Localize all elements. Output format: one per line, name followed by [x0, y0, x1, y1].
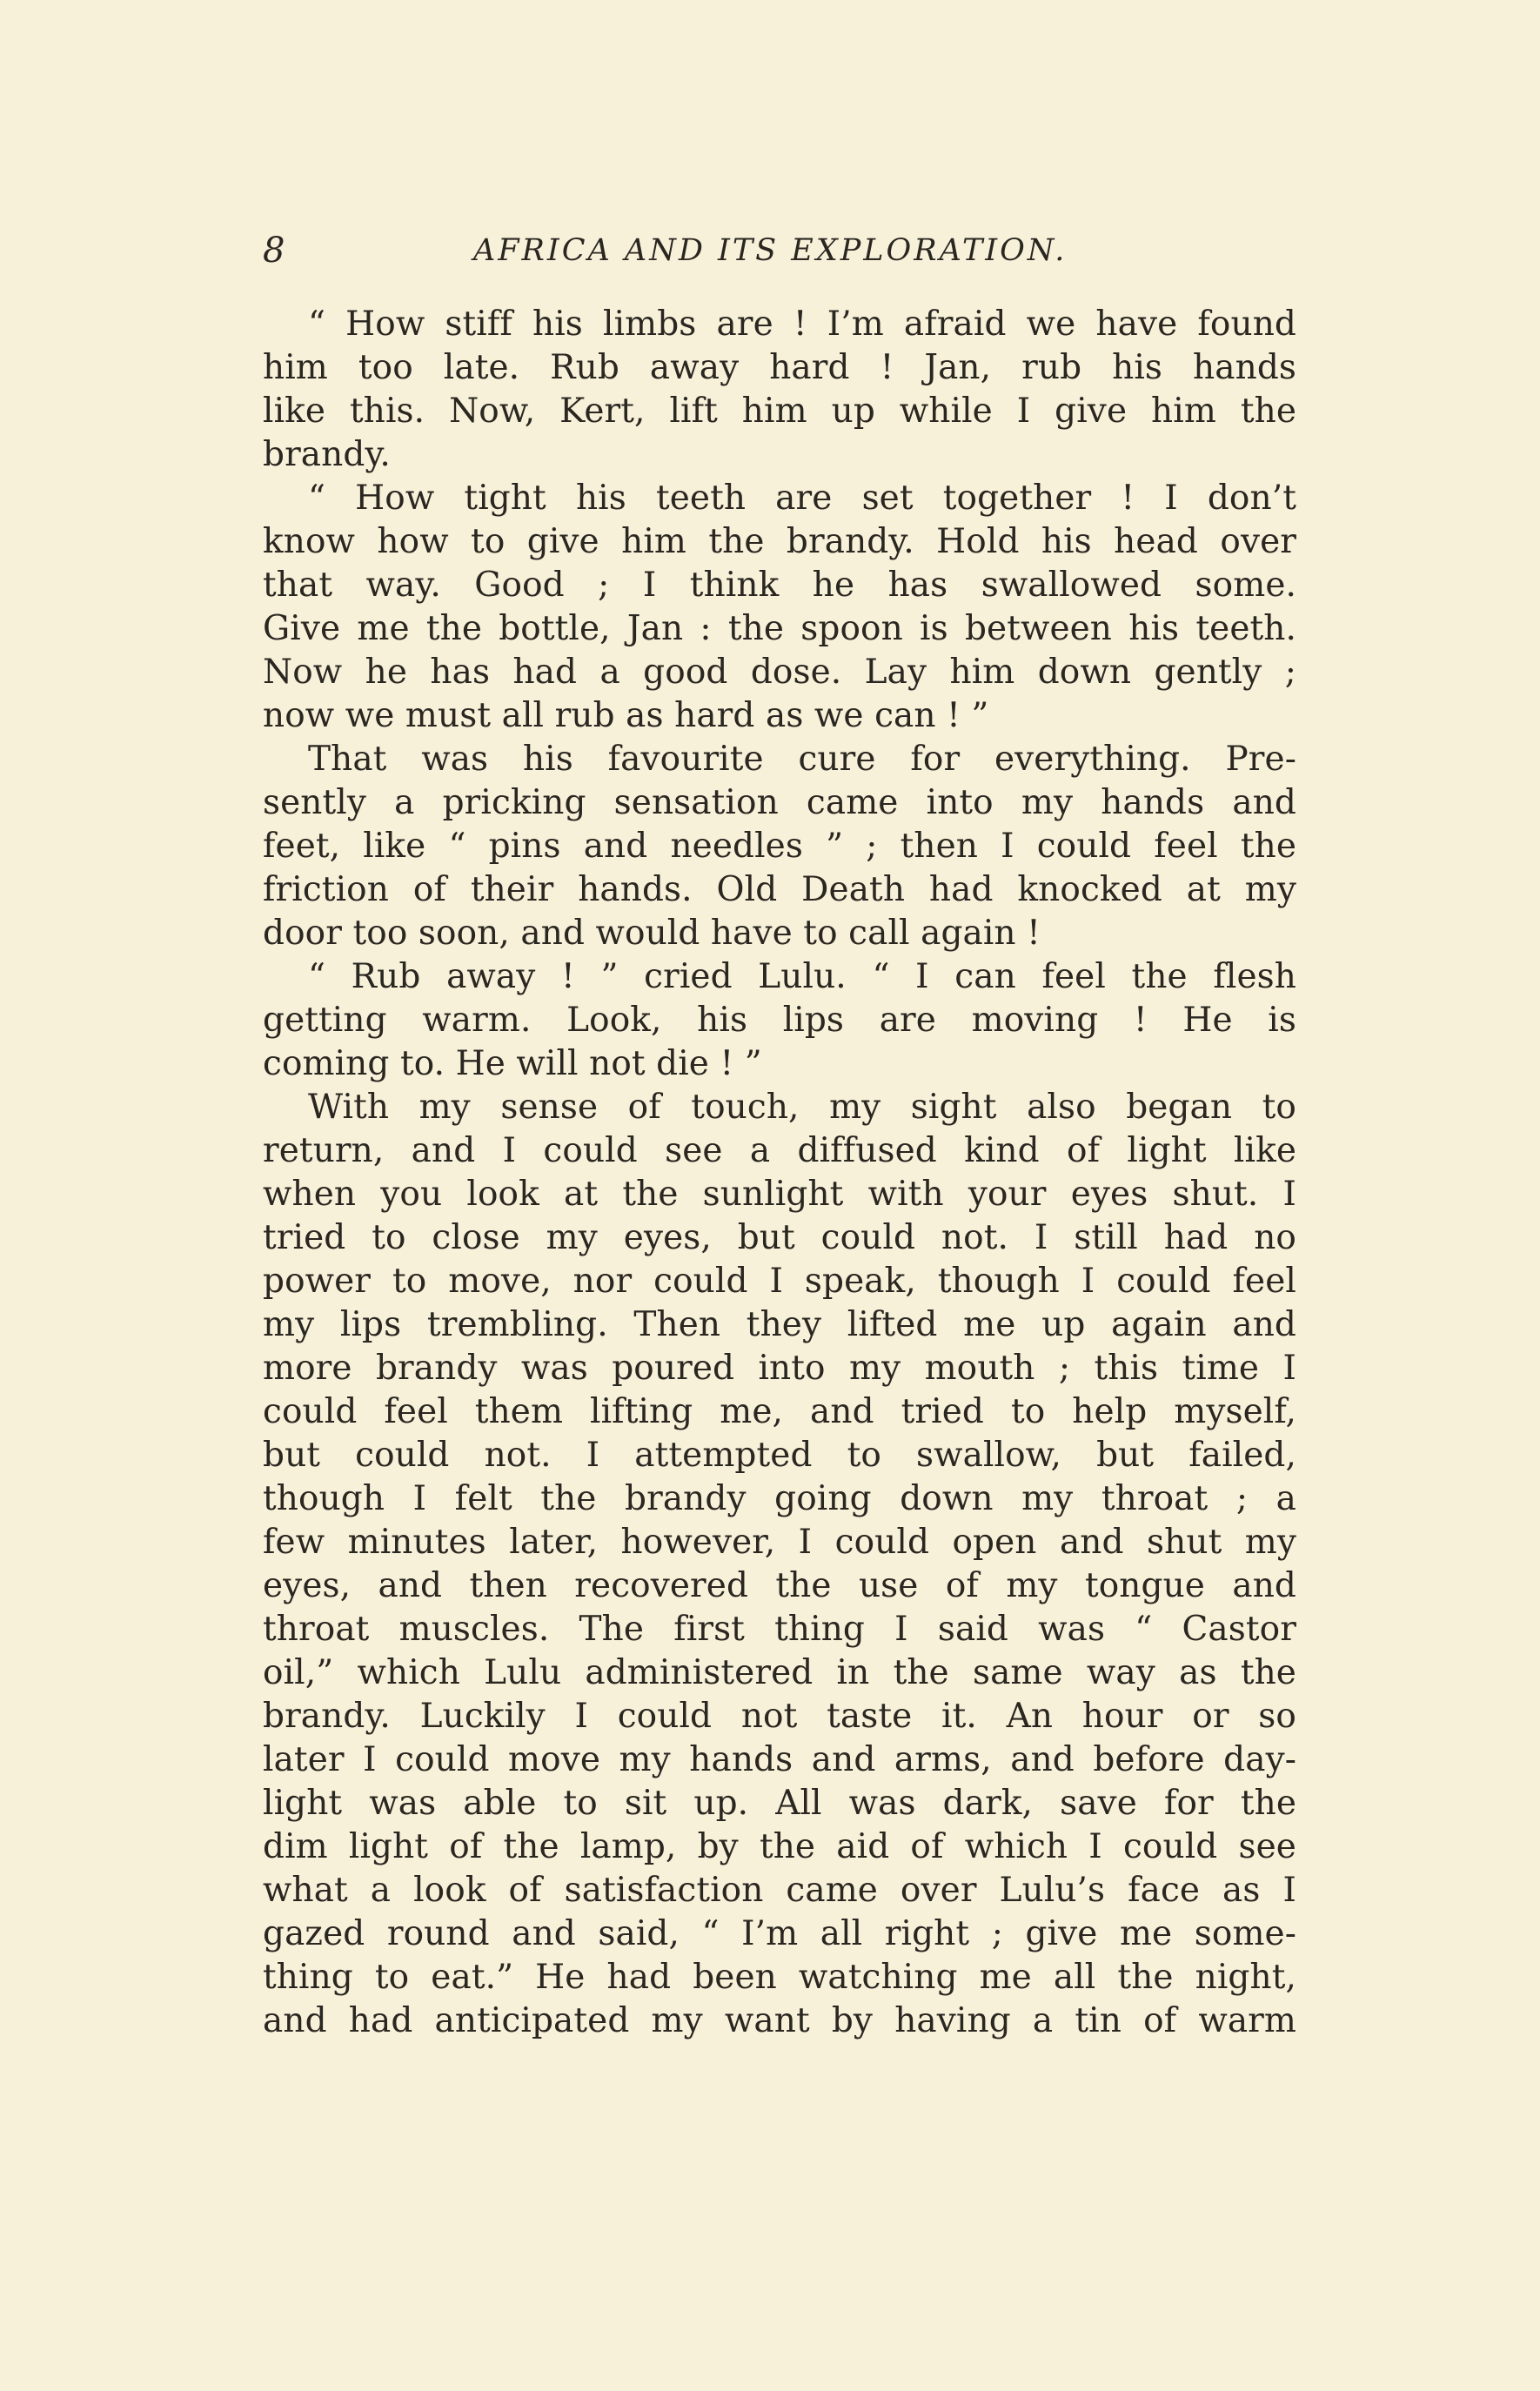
body-text	[263, 303, 1296, 2086]
text-line: brandy.	[263, 435, 391, 474]
text-line: getting warm. Look, his lips are moving ! He is	[263, 1001, 1296, 1040]
text-line: could feel them lifting me, and tried to help myself,	[263, 1392, 1296, 1431]
text-line: later I could move my hands and arms, and before day-	[263, 1740, 1296, 1779]
text-line: dim light of the lamp, by the aid of which I could see	[263, 1827, 1296, 1866]
text-line: like this. Now, Kert, lift him up while I give him the	[263, 392, 1296, 431]
text-line: power to move, nor could I speak, though I could feel	[263, 1262, 1296, 1301]
text-line: few minutes later, however, I could open and shut my	[263, 1523, 1296, 1562]
text-line: Now he has had a good dose. Lay him down gently ;	[263, 653, 1296, 692]
text-line: oil,” which Lulu administered in the same way as the	[263, 1653, 1296, 1692]
text-line: feet, like “ pins and needles ” ; then I could feel the	[263, 827, 1296, 866]
text-line: brandy. Luckily I could not taste it. An hour or so	[263, 1697, 1296, 1736]
running-head: AFRICA AND ITS EXPLORATION.	[473, 233, 1068, 268]
text-line: eyes, and then recovered the use of my tongue and	[263, 1566, 1296, 1605]
text-line: return, and I could see a diffused kind of light like	[263, 1131, 1296, 1170]
text-line: “ How tight his teeth are set together ! I don’t	[308, 479, 1296, 518]
text-line: light was able to sit up. All was dark, save for the	[263, 1784, 1296, 1823]
text-line: but could not. I attempted to swallow, but failed,	[263, 1436, 1296, 1475]
text-line: With my sense of touch, my sight also began to	[308, 1088, 1296, 1127]
text-line: door too soon, and would have to call again !	[263, 914, 1041, 953]
text-line: that way. Good ; I think he has swallowed some.	[263, 566, 1296, 605]
text-line: now we must all rub as hard as we can ! ”	[263, 696, 989, 735]
page-number: 8	[263, 231, 285, 271]
text-line: “ How stiff his limbs are ! I’m afraid we have found	[308, 305, 1296, 344]
text-line: more brandy was poured into my mouth ; this time I	[263, 1349, 1296, 1388]
text-line: know how to give him the brandy. Hold his head over	[263, 522, 1296, 561]
text-line: when you look at the sunlight with your eyes shut. I	[263, 1175, 1296, 1214]
text-line: throat muscles. The first thing I said was “ Castor	[263, 1610, 1296, 1649]
text-line: what a look of satisfaction came over Lulu’s face as I	[263, 1871, 1296, 1910]
text-line: Give me the bottle, Jan : the spoon is between his teeth.	[263, 609, 1296, 648]
page-header	[263, 224, 1289, 277]
text-line: “ Rub away ! ” cried Lulu. “ I can feel the flesh	[308, 957, 1296, 996]
text-line: thing to eat.” He had been watching me all the night,	[263, 1958, 1296, 1997]
text-line: That was his favourite cure for everything. Pre-	[308, 740, 1296, 779]
text-line: him too late. Rub away hard ! Jan, rub his hands	[263, 348, 1296, 387]
text-line: coming to. He will not die ! ”	[263, 1044, 762, 1083]
text-line: though I felt the brandy going down my throat ; a	[263, 1479, 1296, 1518]
text-line: gazed round and said, “ I’m all right ; give me some-	[263, 1914, 1296, 1953]
text-line: my lips trembling. Then they lifted me up again and	[263, 1305, 1296, 1344]
text-line: sently a pricking sensation came into my hands and	[263, 783, 1296, 822]
text-line: and had anticipated my want by having a tin of warm	[263, 2001, 1296, 2040]
text-line: tried to close my eyes, but could not. I still had no	[263, 1218, 1296, 1257]
text-line: friction of their hands. Old Death had knocked at my	[263, 870, 1296, 909]
